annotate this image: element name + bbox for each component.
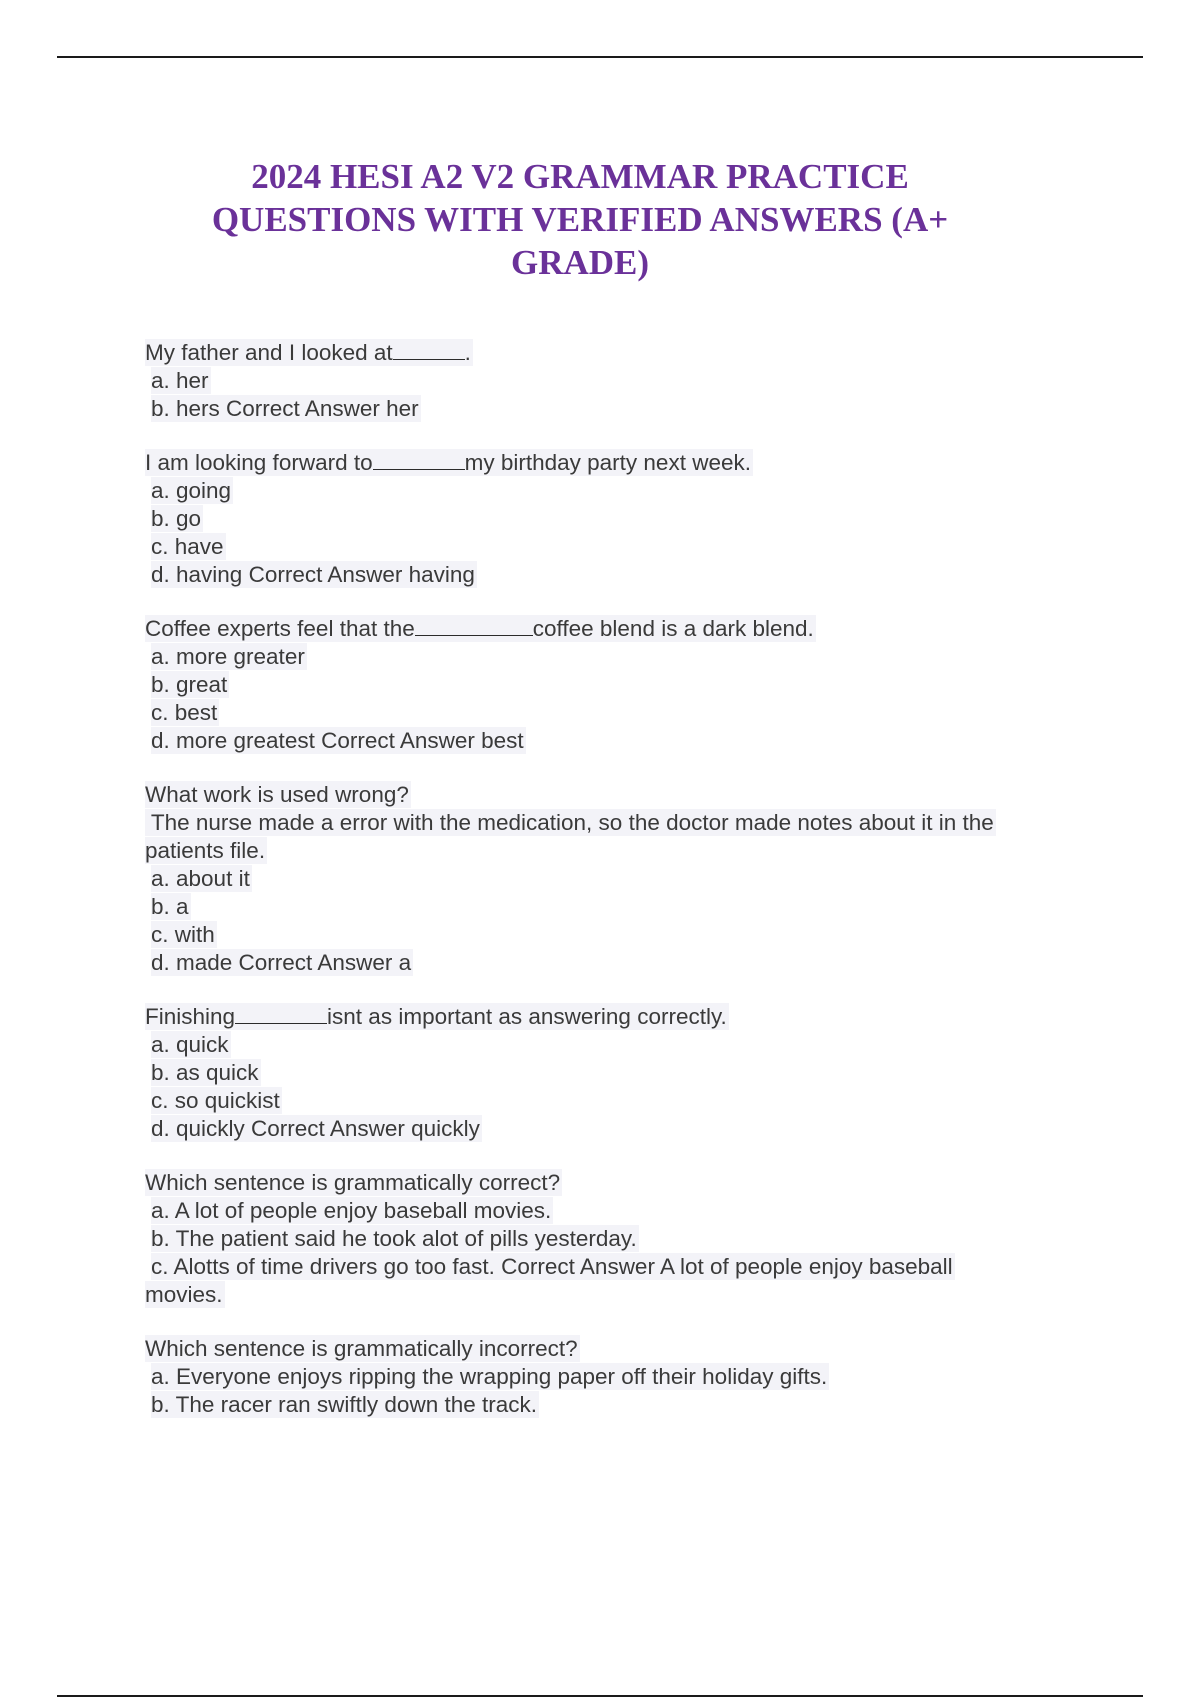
option: b. great xyxy=(151,672,228,697)
question-list xyxy=(145,339,1075,1445)
option: b. as quick xyxy=(151,1060,259,1085)
question-7 xyxy=(145,1335,1075,1419)
question-4-stem: What work is used wrong? xyxy=(145,782,409,807)
option: a. going xyxy=(151,478,232,503)
option: d. quickly Correct Answer quickly xyxy=(151,1116,480,1141)
option: d. having Correct Answer having xyxy=(151,562,475,587)
option: a. Everyone enjoys ripping the wrapping paper off their holiday gifts. xyxy=(151,1364,828,1389)
question-5-stem: Finishing isnt as important as answering correctly. xyxy=(145,1004,727,1029)
option: a. about it xyxy=(151,866,250,891)
question-4 xyxy=(145,781,1075,977)
question-2 xyxy=(145,449,1075,589)
option: a. her xyxy=(151,368,209,393)
question-3 xyxy=(145,615,1075,755)
option: b. hers Correct Answer her xyxy=(151,396,419,421)
option: b. go xyxy=(151,506,202,531)
top-rule xyxy=(57,56,1143,58)
option: b. a xyxy=(151,894,189,919)
question-1-stem: My father and I looked at . xyxy=(145,340,471,365)
option-continuation: movies. xyxy=(145,1282,223,1307)
option: c. with xyxy=(151,922,215,947)
question-3-stem: Coffee experts feel that the coffee blend is a dark blend. xyxy=(145,616,814,641)
title-line-2: QUESTIONS WITH VERIFIED ANSWERS (A+ xyxy=(211,200,949,239)
question-5 xyxy=(145,1003,1075,1143)
question-2-stem: I am looking forward to my birthday party next week. xyxy=(145,450,751,475)
question-7-stem: Which sentence is grammatically incorrect? xyxy=(145,1336,578,1361)
answer-blank xyxy=(373,449,465,470)
option: c. have xyxy=(151,534,224,559)
answer-blank xyxy=(235,1003,327,1024)
question-4-passage: patients file. xyxy=(145,838,266,863)
option: b. The racer ran swiftly down the track. xyxy=(151,1392,537,1417)
bottom-rule xyxy=(57,1695,1143,1697)
option: b. The patient said he took alot of pills yesterday. xyxy=(151,1226,637,1251)
question-4-passage: The nurse made a error with the medication, so the doctor made notes about it in the xyxy=(145,810,994,835)
option: c. best xyxy=(151,700,218,725)
document-title xyxy=(160,155,1000,284)
option: a. quick xyxy=(151,1032,229,1057)
option: a. A lot of people enjoy baseball movies. xyxy=(151,1198,552,1223)
title-line-1: 2024 HESI A2 V2 GRAMMAR PRACTICE xyxy=(251,157,909,196)
question-6 xyxy=(145,1169,1075,1309)
option: a. more greater xyxy=(151,644,305,669)
question-1 xyxy=(145,339,1075,423)
option: c. so quickist xyxy=(151,1088,280,1113)
answer-blank xyxy=(393,339,465,360)
option: c. Alotts of time drivers go too fast. Correct Answer A lot of people enjoy baseball xyxy=(151,1254,953,1279)
option: d. made Correct Answer a xyxy=(151,950,412,975)
title-line-3: GRADE) xyxy=(510,243,650,282)
question-6-stem: Which sentence is grammatically correct? xyxy=(145,1170,561,1195)
option: d. more greatest Correct Answer best xyxy=(151,728,524,753)
answer-blank xyxy=(415,615,533,636)
